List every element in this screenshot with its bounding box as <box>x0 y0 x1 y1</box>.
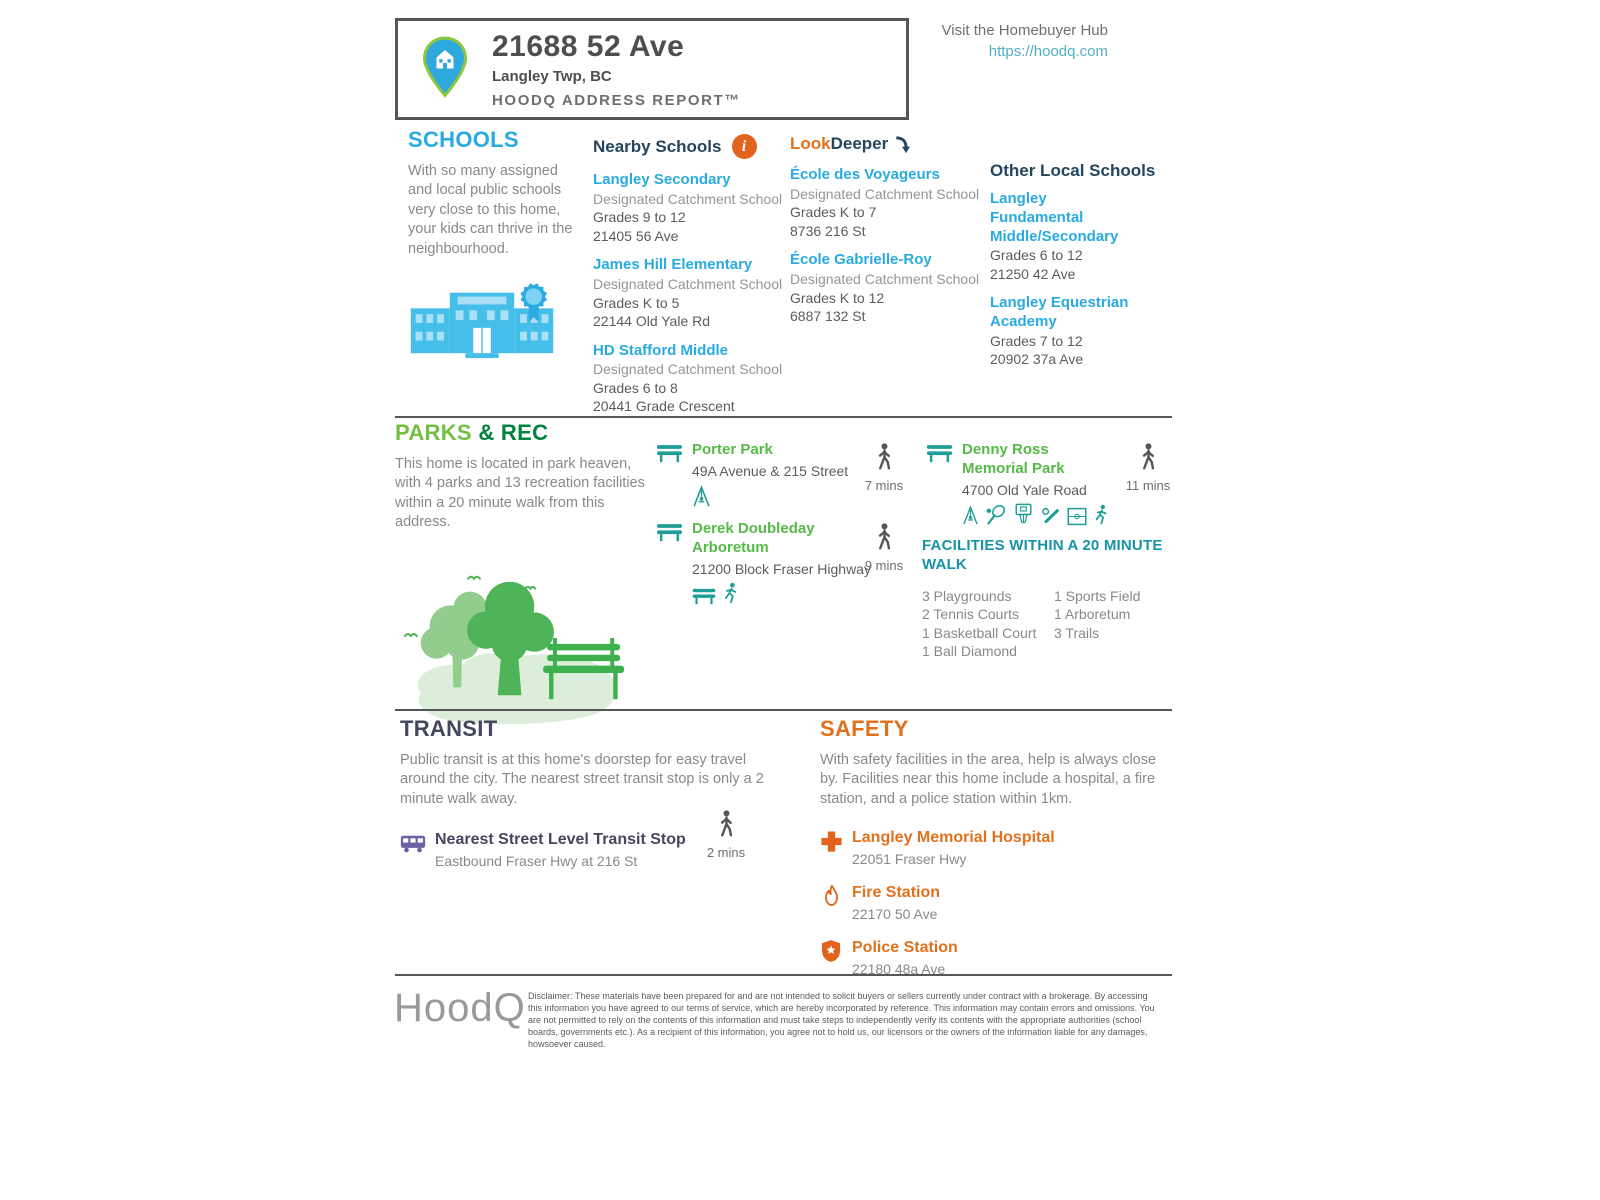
facility-item: 1 Ball Diamond <box>922 643 1017 659</box>
safety-intro: With safety facilities in the area, help is always close by. Facilities near this home include a hospital, a fire station, and a police station within 1km. <box>820 752 1157 807</box>
schools-title: SCHOOLS <box>408 127 519 152</box>
bus-icon <box>400 833 426 854</box>
facility-item: 1 Sports Field <box>1054 587 1141 604</box>
parks-title-light: PARKS <box>395 420 472 445</box>
park-link[interactable]: Porter Park <box>692 441 773 458</box>
school-address: 22144 Old Yale Rd <box>593 313 711 329</box>
school-entry <box>790 166 980 240</box>
park-address: 49A Avenue & 215 Street <box>692 462 849 479</box>
hub-label: Visit the Homebuyer Hub <box>941 22 1108 39</box>
transit-title: TRANSIT <box>400 716 498 741</box>
lookdeeper-arrow-icon <box>895 135 912 154</box>
other-schools-column <box>990 161 1155 380</box>
school-link[interactable]: Langley Fundamental Middle/Secondary <box>990 190 1119 245</box>
walk-minutes: 2 mins <box>706 845 746 860</box>
parks-intro: This home is located in park heaven, with 4 parks and 13 recreation facilities within a 20 minute walk from this address. <box>395 456 645 531</box>
park-illustration <box>399 547 660 732</box>
tennis-icon <box>985 504 1007 526</box>
bench-icon <box>692 587 716 605</box>
school-entry <box>990 294 1155 369</box>
nearby-schools-column <box>593 134 783 427</box>
school-link[interactable]: École Gabrielle-Roy <box>790 251 932 269</box>
safety-address: 22170 50 Ave <box>852 906 938 923</box>
safety-address: 22180 48a Ave <box>852 961 946 978</box>
park-link[interactable]: Derek Doubleday Arboretum <box>692 520 815 556</box>
lookdeeper-heading <box>790 134 980 154</box>
homebuyer-hub <box>880 22 1108 60</box>
school-address: 21405 56 Ave <box>593 227 679 244</box>
safety-entry <box>820 884 1185 922</box>
facility-item: 3 Trails <box>1054 624 1100 641</box>
safety-entry <box>820 829 1185 867</box>
playground-icon <box>692 484 711 508</box>
walk-icon <box>1138 443 1158 471</box>
school-grades: Grades K to 5 <box>593 294 680 311</box>
school-link[interactable]: HD Stafford Middle <box>593 341 728 359</box>
lookdeeper-deeper: Deeper <box>830 134 889 153</box>
school-entry <box>593 256 783 330</box>
police-shield-icon <box>821 939 841 963</box>
lookdeeper-look: Look <box>790 134 831 153</box>
bench-icon <box>656 443 683 463</box>
hospital-cross-icon <box>820 830 843 853</box>
school-type: Designated Catchment School <box>790 185 980 202</box>
school-entry <box>593 342 783 416</box>
section-divider <box>395 416 1172 418</box>
school-grades: Grades 6 to 12 <box>990 247 1083 264</box>
walk-icon <box>874 443 894 471</box>
school-grades: Grades 6 to 8 <box>593 379 678 396</box>
park-entry <box>656 441 876 508</box>
facility-item: 1 Basketball Court <box>922 624 1037 641</box>
hoodq-logo: HoodQ <box>394 986 526 1030</box>
basketball-icon <box>1013 503 1034 526</box>
walk-time <box>700 810 752 860</box>
school-address: 8736 216 St <box>790 222 866 239</box>
schools-intro: With so many assigned and local public schools very close to this home, your kids can thrive in the neighbourhood. <box>408 163 573 257</box>
transit-stop-name: Nearest Street Level Transit Stop <box>435 831 686 849</box>
playground-icon <box>962 504 979 526</box>
lookdeeper-column <box>790 134 980 337</box>
safety-link[interactable]: Langley Memorial Hospital <box>852 829 1055 847</box>
hoodq-link[interactable]: https://hoodq.com <box>988 43 1108 60</box>
facility-item: 1 Arboretum <box>1054 606 1131 622</box>
walk-icon <box>716 810 736 838</box>
school-address: 20441 Grade Crescent <box>593 398 735 415</box>
property-city: Langley Twp, BC <box>492 67 612 85</box>
park-entry <box>926 441 1131 526</box>
parks-title <box>395 420 660 446</box>
walk-time <box>858 523 910 573</box>
walk-minutes: 11 mins <box>1125 478 1171 493</box>
safety-title: SAFETY <box>820 716 909 741</box>
school-type: Designated Catchment School <box>790 271 980 287</box>
school-link[interactable]: Langley Equestrian Academy <box>990 294 1129 330</box>
park-entry <box>656 520 881 605</box>
school-type: Designated Catchment School <box>593 361 783 378</box>
trail-icon <box>722 582 739 605</box>
safety-entry <box>820 939 1185 977</box>
walk-icon <box>874 523 894 551</box>
sports-field-icon <box>1067 507 1087 526</box>
ball-diamond-icon <box>1040 505 1061 526</box>
transit-intro: Public transit is at this home's doorstep for easy travel around the city. The nearest street transit stop is only a 2 minute walk away. <box>400 752 764 807</box>
safety-address: 22051 Fraser Hwy <box>852 851 967 868</box>
facility-item: 3 Playgrounds <box>922 587 1012 604</box>
facilities-heading: FACILITIES WITHIN A 20 MINUTE WALK <box>922 537 1163 573</box>
school-grades: Grades K to 12 <box>790 289 885 306</box>
property-address: 21688 52 Ave <box>492 29 685 63</box>
school-link[interactable]: École des Voyageurs <box>790 166 940 183</box>
school-grades: Grades 7 to 12 <box>990 332 1083 349</box>
school-type: Designated Catchment School <box>593 276 783 292</box>
school-address: 21250 42 Ave <box>990 265 1076 282</box>
walk-time <box>1122 443 1174 493</box>
walk-minutes: 9 mins <box>864 558 904 573</box>
facilities-panel <box>922 537 1170 661</box>
disclaimer-text: Disclaimer: These materials have been prepared for and are not intended to solicit buyers or sellers currently under contract with a brokerage. By accessing this information you have agreed to our terms of service, which are hereby incorporated by reference. This information may contain errors and omissions. You are not permitted to rely on the contents of this information and must take steps to independently verify its contents with the appropriate authorities (school boards, governments etc.). As a recipient of this information, you agree not to hold us, our licensors or the owners of the information liable for any damages, howsoever caused. <box>528 991 1155 1049</box>
school-grades: Grades K to 7 <box>790 204 877 221</box>
school-type: Designated Catchment School <box>593 190 783 207</box>
bench-icon <box>656 522 683 542</box>
walk-minutes: 7 mins <box>864 478 904 493</box>
map-pin-icon <box>422 36 468 103</box>
facility-item: 2 Tennis Courts <box>922 606 1020 622</box>
section-divider <box>395 709 1172 711</box>
address-card <box>395 18 909 120</box>
flame-icon <box>823 884 840 908</box>
park-address: 4700 Old Yale Road <box>962 481 1087 498</box>
transit-stop-address: Eastbound Fraser Hwy at 216 St <box>435 853 638 870</box>
school-link[interactable]: James Hill Elementary <box>593 256 753 274</box>
park-address: 21200 Block Fraser Highway <box>692 560 871 577</box>
school-link[interactable]: Langley Secondary <box>593 171 731 188</box>
trail-icon <box>1093 504 1109 526</box>
school-address: 20902 37a Ave <box>990 351 1084 368</box>
safety-link[interactable]: Police Station <box>852 939 958 957</box>
school-illustration <box>408 281 580 366</box>
schools-intro-column <box>408 127 580 366</box>
nearby-schools-heading: Nearby Schools <box>593 136 722 156</box>
school-address: 6887 132 St <box>790 308 866 324</box>
other-schools-heading: Other Local Schools <box>990 161 1156 180</box>
walk-time <box>858 443 910 493</box>
parks-intro-column <box>395 420 660 732</box>
report-title: HOODQ ADDRESS REPORT™ <box>492 91 741 109</box>
school-grades: Grades 9 to 12 <box>593 209 686 226</box>
bench-icon <box>926 443 953 463</box>
safety-link[interactable]: Fire Station <box>852 884 941 902</box>
parks-title-dark: & REC <box>478 420 549 445</box>
school-entry <box>593 171 783 245</box>
park-link[interactable]: Denny Ross Memorial Park <box>962 441 1065 477</box>
school-entry <box>990 190 1155 283</box>
info-icon[interactable]: i <box>732 134 757 159</box>
safety-section <box>820 716 1185 977</box>
section-divider <box>395 974 1172 976</box>
school-entry <box>790 251 980 325</box>
